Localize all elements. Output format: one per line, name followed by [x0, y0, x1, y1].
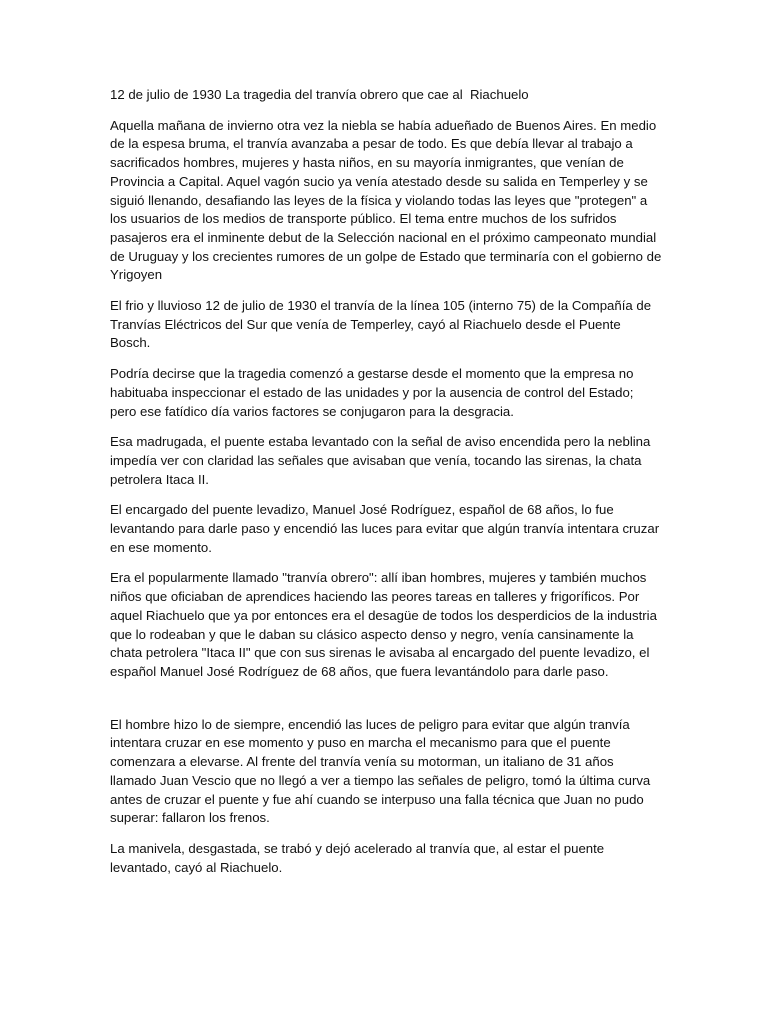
paragraph-intro: Aquella mañana de invierno otra vez la niebla se había adueñado de Buenos Aires. En medio de la espesa bruma, el tranvía avanzaba a pesar de todo. Es que debía llevar al trabajo a sacrificados hombres, mujeres y hasta niños, en su mayoría inmigrantes, que venían de Provincia a Capital. Aquel vagón sucio ya venía atestado desde su salida en Temperley y se siguió llenando, desafiando las leyes de la física y violando todas las leyes que "protegen" a los usuarios de los medios de transporte público. El tema entre muchos de los sufridos pasajeros era el inminente debut de la Selección nacional en el próximo campeonato mundial de Uruguay y los crecientes rumores de un golpe de Estado que terminaría con el gobierno de Yrigoyen [110, 117, 662, 283]
paragraph-causes: Podría decirse que la tragedia comenzó a gestarse desde el momento que la empresa no habituaba inspeccionar el estado de las unidades y por la ausencia de control del Estado; pero ese fatídico día varios factores se conjugaron para la desgracia. [110, 366, 634, 419]
blank-line [110, 694, 662, 716]
paragraph-bridge-keeper: El encargado del puente levadizo, Manuel José Rodríguez, español de 68 años, lo fue levantando para darle paso y encendió las luces para evitar que algún tranvía intentara cruzar en ese momento. [110, 502, 660, 555]
paragraph-bridge-raised: Esa madrugada, el puente estaba levantado con la señal de aviso encendida pero la neblina impedía ver con claridad las señales que avisaban que venía, tocando las sirenas, la chata petrolera Itaca II. [110, 434, 651, 487]
paragraph-motorman: El hombre hizo lo de siempre, encendió las luces de peligro para evitar que algún tranvía intentara cruzar en ese momento y puso en marcha el mecanismo para que el puente comenzara a elevarse. Al frente del tranvía venía su motorman, un italiano de 31 años llamado Juan Vescio que no llegó a ver a tiempo las señales de peligro, tomó la última curva antes de cruzar el puente y fue ahí cuando se interpuso una falla técnica que Juan no pudo superar: fallaron los frenos. [110, 716, 651, 826]
paragraph-workers-tram: Era el popularmente llamado "tranvía obrero": allí iban hombres, mujeres y también muchos niños que oficiaban de aprendices haciendo las peores tareas en talleres y frigoríficos. Por aquel Riachuelo que ya por entonces era el desagüe de todos los desperdicios de la industria que lo rodeaban y que le daban su clásico aspecto denso y negro, venía cansinamente la chata petrolera "Itaca II" que con sus sirenas le avisaba al encargado del puente levadizo, el español Manuel José Rodríguez de 68 años, que fuera levantándolo para darle paso. [110, 570, 657, 679]
document-page [110, 86, 662, 889]
paragraph-date-summary: El frio y lluvioso 12 de julio de 1930 el tranvía de la línea 105 (interno 75) de la Compañía de Tranvías Eléctricos del Sur que venía de Temperley, cayó al Riachuelo desde el Puente Bosch. [110, 298, 652, 351]
document-title: 12 de julio de 1930 La tragedia del tranvía obrero que cae al Riachuelo [110, 87, 529, 102]
paragraph-fall: La manivela, desgastada, se trabó y dejó acelerado al tranvía que, al estar el puente levantado, cayó al Riachuelo. [110, 840, 605, 875]
